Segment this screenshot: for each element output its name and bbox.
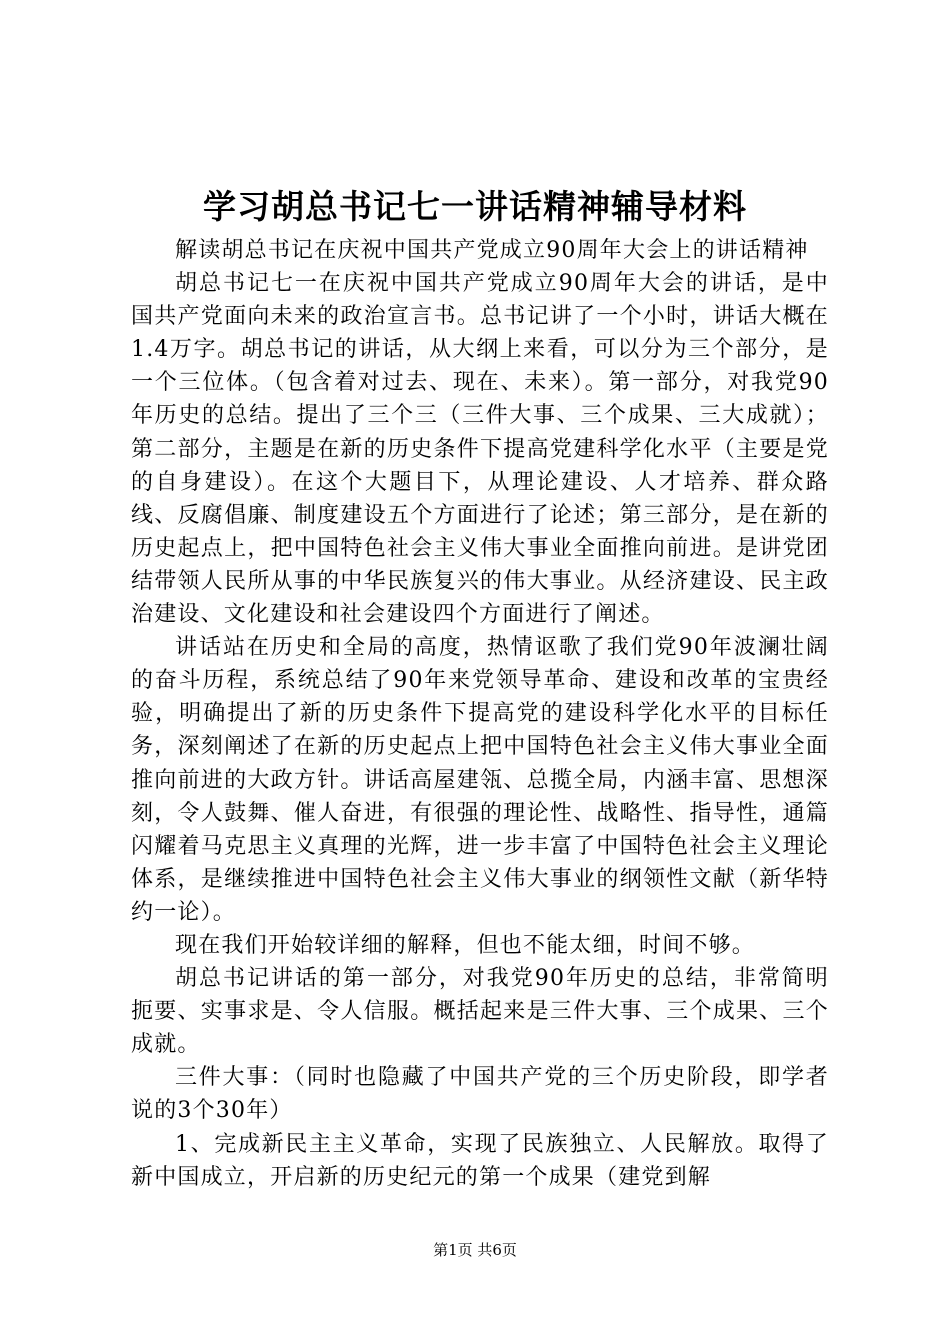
paragraph-overview: 胡总书记七一在庆祝中国共产党成立90周年大会的讲话，是中国共产党面向未来的政治宣言书。总书记讲了一个小时，讲话大概在1.4万字。胡总书记的讲话，从大纲上来看，可以分为三个部分，是一个三位体。（包含着对过去、现在、未来）。第一部分，对我党90年历史的总结。提出了三个三（三件大事、三个成果、三大成就）；第二部分，主题是在新的历史条件下提高党建科学化水平（主要是党的自身建设）。在这个大题目下，从理论建设、人才培养、群众路线、反腐倡廉、制度建设五个方面进行了论述；第三部分，是在新的历史起点上，把中国特色社会主义伟大事业全面推向前进。是讲党团结带领人民所从事的中华民族复兴的伟大事业。从经济建设、民主政治建设、文化建设和社会建设四个方面进行了阐述。 (131, 271, 829, 628)
paragraph-subtitle: 解读胡总书记在庆祝中国共产党成立90周年大会上的讲话精神 (175, 238, 809, 263)
document-body (131, 234, 829, 1194)
paragraph-event-one: 1、完成新民主主义革命，实现了民族独立、人民解放。取得了新中国成立，开启新的历史纪元的第一个成果（建党到解 (131, 1131, 829, 1190)
paragraph-three-events: 三件大事：（同时也隐藏了中国共产党的三个历史阶段，即学者说的3个30年） (131, 1065, 829, 1124)
document-title: 学习胡总书记七一讲话精神辅导材料 (203, 187, 747, 226)
paragraph-part-one: 胡总书记讲话的第一部分，对我党90年历史的总结，非常简明扼要、实事求是、令人信服。概括起来是三件大事、三个成果、三个成就。 (131, 966, 829, 1058)
page-footer: 第1页 共6页 (433, 1241, 517, 1259)
paragraph-intro-explanation: 现在我们开始较详细的解释，但也不能太细，时间不够。 (175, 932, 756, 958)
paragraph-significance: 讲话站在历史和全局的高度，热情讴歌了我们党90年波澜壮阔的奋斗历程，系统总结了90年来党领导革命、建设和改革的宝贵经验，明确提出了新的历史条件下提高党的建设科学化水平的目标任务，深刻阐述了在新的历史起点上把中国特色社会主义伟大事业全面推向前进的大政方针。讲话高屋建瓴、总揽全局，内涵丰富、思想深刻，令人鼓舞、催人奋进，有很强的理论性、战略性、指导性，通篇闪耀着马克思主义真理的光辉，进一步丰富了中国特色社会主义理论体系，是继续推进中国特色社会主义伟大事业的纲领性文献（新华特约一论）。 (131, 635, 829, 925)
